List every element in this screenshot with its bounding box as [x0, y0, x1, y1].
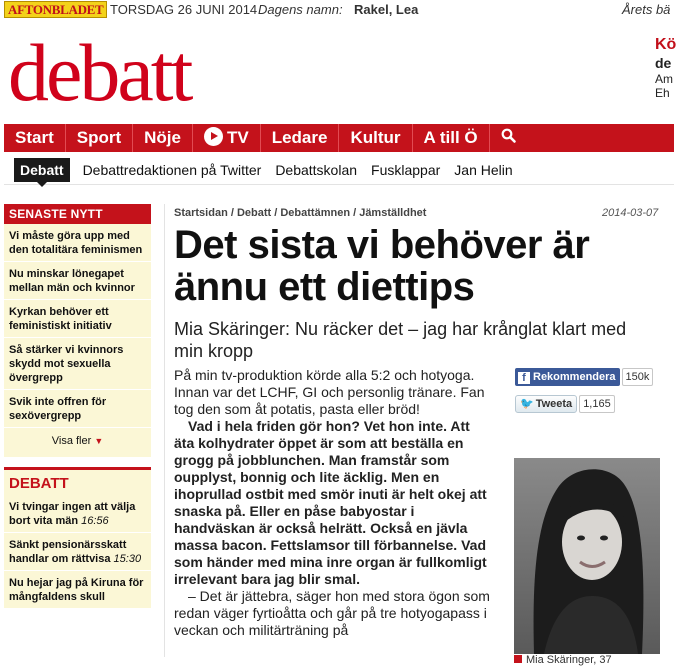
nav-a-till-o[interactable]: A till Ö — [413, 124, 490, 152]
debate-item[interactable] — [4, 495, 151, 533]
article-body — [174, 367, 492, 639]
facebook-label: Rekommendera — [533, 371, 616, 383]
nav-sport[interactable]: Sport — [66, 124, 133, 152]
promo-line-2: de — [655, 55, 672, 71]
nav-start[interactable]: Start — [4, 124, 66, 152]
subnav-twitter[interactable]: Debattredaktionen på Twitter — [82, 161, 262, 178]
promo-line-3: Am — [655, 72, 673, 86]
social-buttons — [515, 368, 675, 413]
promo-line-1: Kö — [655, 36, 677, 53]
debate-item-text: Nu hejar jag på Kiruna för mångfaldens skull — [9, 577, 144, 603]
name-day-names: Rakel, Lea — [354, 2, 419, 17]
subnav-debattskolan[interactable]: Debattskolan — [275, 161, 358, 178]
nav-noje[interactable]: Nöje — [133, 124, 193, 152]
tweet-label: Tweeta — [535, 398, 573, 411]
debate-item[interactable] — [4, 571, 151, 609]
debate-box — [4, 467, 151, 609]
nav-kultur[interactable]: Kultur — [339, 124, 412, 152]
current-date: TORSDAG 26 JUNI 2014 — [110, 2, 258, 17]
article-bold-paragraph: Vad i hela friden gör hon? Vet hon inte. Att äta kolhydrater öppet är som att beställa en grogg på jobblunchen. Man framstår som oupplyst, bonnig och lite äcklig. Men en ihoprullad ostbit med smör inuti är helt okej att snaska på. Eller en påse babyostar i handväskan är också helrätt. Också en jävla massa bacon. Fettslamsor till förbannelse. Vad som händer med mina inre organ är fullkomligt irrelevant bara jag blir smal. — [174, 418, 487, 587]
photo-caption-text: Mia Skäringer, 37 — [526, 654, 612, 666]
news-item[interactable]: Kyrkan behöver ett feministiskt initiativ — [4, 300, 151, 338]
show-more-link[interactable] — [4, 428, 151, 457]
latest-news-box — [4, 204, 151, 457]
article-intro: På min tv-produktion körde alla 5:2 och hotyoga. Innan var det LCHF, GI och personlig tränare. Fan tog den som åt potatis, pasta eller bröd! — [174, 367, 485, 417]
debate-box-title: DEBATT — [4, 467, 151, 495]
subnav-jan-helin[interactable]: Jan Helin — [454, 161, 513, 178]
news-item[interactable]: Så stärker vi kvinnors skydd mot sexuella övergrepp — [4, 338, 151, 390]
side-promo[interactable] — [655, 36, 695, 100]
article-quote-paragraph: – Det är jättebra, säger hon med stora ögon som redan väger fyrtioåtta och går på tre hotyogapass i veckan och militärträning på — [174, 588, 490, 638]
author-photo[interactable] — [514, 458, 660, 654]
tweet-button[interactable] — [515, 395, 577, 413]
play-icon — [204, 127, 223, 146]
nav-tv[interactable] — [193, 124, 261, 152]
latest-news-title: SENASTE NYTT — [4, 204, 151, 224]
publish-date: 2014-03-07 — [602, 207, 659, 219]
photo-caption — [514, 654, 612, 666]
facebook-row — [515, 368, 675, 386]
debate-item[interactable] — [4, 533, 151, 571]
facebook-icon: f — [518, 372, 530, 384]
twitter-row — [515, 395, 675, 413]
triangle-down-icon: ▼ — [94, 436, 104, 446]
tweet-count: 1,165 — [579, 395, 615, 413]
caption-marker-icon — [514, 655, 522, 663]
left-column — [4, 204, 151, 609]
news-item[interactable]: Nu minskar lönegapet mellan män och kvinnor — [4, 262, 151, 300]
subnav-debatt[interactable]: Debatt — [14, 158, 70, 182]
facebook-recommend-button[interactable] — [515, 368, 620, 386]
news-item[interactable]: Vi måste göra upp med den totalitära feminismen — [4, 224, 151, 262]
breadcrumb[interactable]: Startsidan / Debatt / Debattämnen / Jämställdhet — [174, 207, 427, 219]
twitter-bird-icon: 🐦 — [520, 398, 534, 411]
name-day-label: Dagens namn: — [258, 2, 343, 17]
top-bar — [0, 0, 674, 20]
article-subheadline: Mia Skäringer: Nu räcker det – jag har krånglat klart med min kropp — [174, 319, 627, 361]
search-icon[interactable] — [490, 124, 527, 152]
section-masthead[interactable]: debatt — [8, 27, 191, 118]
subnav-fusklappar[interactable]: Fusklappar — [371, 161, 441, 178]
aftonbladet-logo[interactable]: AFTONBLADET — [4, 1, 107, 18]
facebook-count: 150k — [622, 368, 654, 386]
debate-item-time: 15:30 — [113, 553, 142, 565]
nav-tv-label: TV — [226, 128, 249, 147]
nav-ledare[interactable]: Ledare — [261, 124, 340, 152]
news-item[interactable]: Svik inte offren för sexövergrepp — [4, 390, 151, 428]
debate-item-text: Vi tvingar ingen att välja bort vita män — [9, 501, 136, 527]
article-headline: Det sista vi behöver är ännu ett diettips — [174, 223, 590, 309]
sub-nav — [4, 155, 674, 185]
debate-item-time: 16:56 — [81, 515, 109, 527]
column-divider — [164, 204, 165, 657]
show-more-label: Visa fler — [51, 435, 92, 447]
top-right-link[interactable]: Årets bä — [622, 2, 671, 17]
debate-item-text: Sänkt pensionärsskatt handlar om rättvisa — [9, 539, 127, 565]
main-nav — [4, 124, 674, 152]
promo-line-4: Eh — [655, 86, 670, 100]
